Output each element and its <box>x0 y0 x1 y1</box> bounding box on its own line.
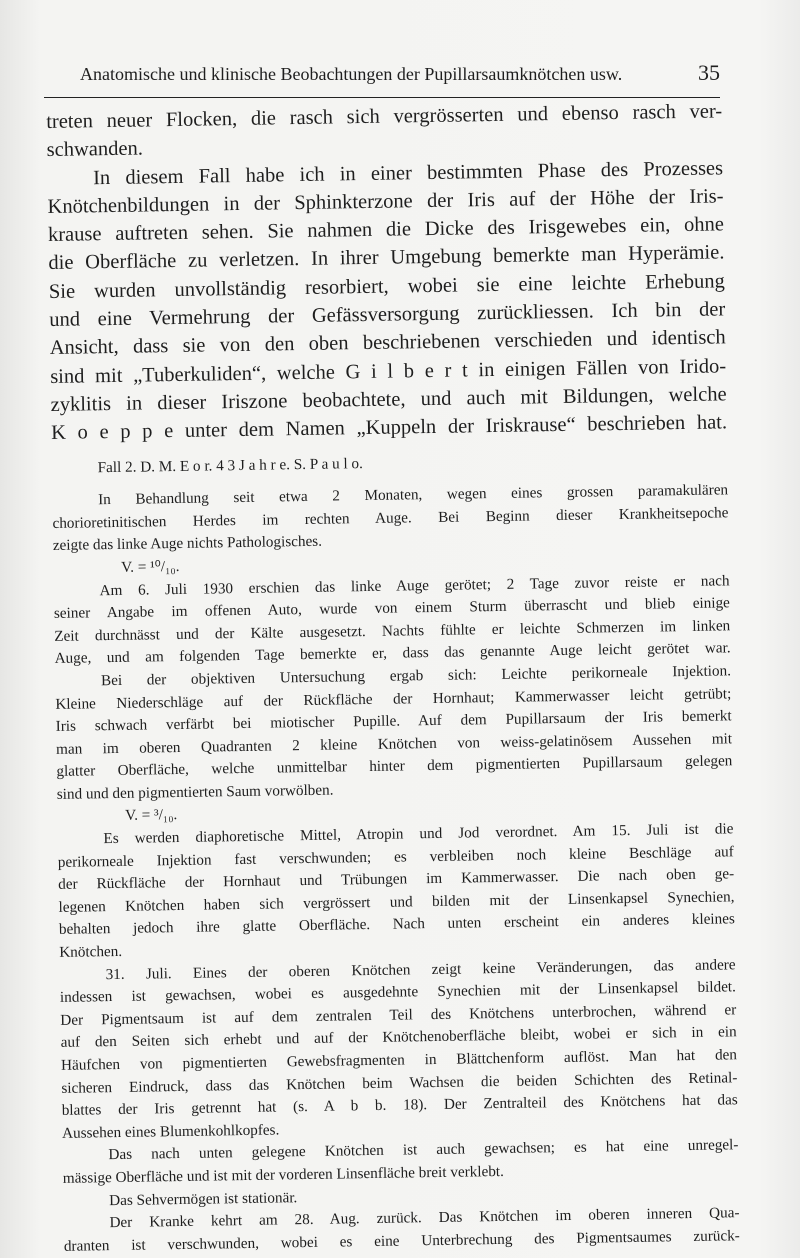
text-line: sicheren Eindruck, dass das Knötchen beim Wachsen die beiden Schichten des Retinal- <box>61 1068 738 1097</box>
text-line: In diesem Fall habe ich in einer bestimmten Phase des Prozesses <box>92 156 724 189</box>
page-number: 35 <box>698 60 720 85</box>
text-line: sind mit „Tuberkuliden“, welche G i l b e r t in einigen Fällen von Irido- <box>50 355 727 388</box>
text-line: man im oberen Quadranten 2 kleine Knötchen von weiss-gelatinösem Aussehen mit <box>55 729 733 758</box>
text-line: Knötchenbildungen in der Sphinkterzone der Iris auf der Höhe der Iris- <box>47 185 724 218</box>
text-line: indessen ist gewachsen, wobei es ausgedehnte Synechien mit der Linsenkapsel bildet. <box>59 978 737 1007</box>
text-line: die Oberfläche zu verletzen. In ihrer Umgebung bemerkte man Hyperämie. <box>48 241 725 275</box>
text-line: K o e p p e unter dem Namen „Kuppeln der Iriskrause“ beschrieben hat. <box>50 411 728 445</box>
text-line: Das Sehvermögen ist stationär. <box>109 1188 298 1209</box>
running-title: Anatomische und klinische Beobachtungen der Pupillarsaumknötchen usw. <box>80 64 623 84</box>
text-line: Iris schwach verfärbt bei miotischer Pupille. Auf dem Pupillarsaum der Iris bemerkt <box>55 707 732 736</box>
text-line: perikorneale Injektion fast verschwunden; es verbleiben noch kleine Beschläge auf <box>57 842 734 871</box>
visual-acuity: V. = ³/₁₀. <box>124 806 178 825</box>
text-line: Das nach unten gelegene Knötchen ist auch gewachsen; es hat eine unregel- <box>108 1136 739 1164</box>
text-line: behalten jedoch ihre glatte Oberfläche. Nach unten erscheint ein anderes kleines <box>58 910 735 939</box>
text-line: seiner Angabe im offenen Auto, wurde von einem Sturm überrascht und blieb einige <box>53 594 730 623</box>
text-line: Zeit durchnässt und der Kälte ausgesetzt. Nachts fühlte er leichte Schmerzen im linken <box>54 617 731 645</box>
text-line: krause auftreten sehen. Sie nahmen die Dicke des Irisgewebes ein, ohne <box>47 213 725 247</box>
text-line: Es werden diaphoretische Mittel, Atropin und Jod verordnet. Am 15. Juli ist die <box>103 820 734 848</box>
text-line: sind und den pigmentierten Saum vorwölben. <box>56 781 334 803</box>
text-line: zyklitis in dieser Iriszone beobachtete, und auch mit Bildungen, welche <box>50 383 727 416</box>
text-line: In Behandlung seit etwa 2 Monaten, wegen eines grossen paramakulären <box>98 481 729 509</box>
text-line: Ansicht, dass sie von den oben beschriebenen verschieden und identisch <box>49 326 726 360</box>
text-line: Bei der objektiven Untersuchung ergab sich: Leichte perikorneale Injektion. <box>100 662 732 690</box>
text-line: und eine Vermehrung der Gefässversorgung zurückliessen. Ich bin der <box>49 298 726 332</box>
text-line: zeigte das linke Auge nichts Pathologisches. <box>52 533 323 555</box>
page-body <box>46 97 740 1258</box>
text-line: Sie wurden unvollständig resorbiert, wobei sie eine leichte Erhebung <box>48 270 725 303</box>
text-line: Der Kranke kehrt am 28. Aug. zurück. Das Knötchen im oberen inneren Qua- <box>109 1204 740 1232</box>
case-heading: Fall 2. D. M. E o r. 4 3 J a h r e. S. P a u l o. <box>97 454 363 476</box>
text-line: auf den Seiten sich erhebt und auf der Knötchenoberfläche bleibt, wobei er sich in ein <box>60 1023 737 1052</box>
text-line: chorioretinitischen Herdes im rechten Auge. Bei Beginn dieser Krankheitsepoche <box>52 504 729 532</box>
text-line: Aussehen eines Blumenkohlkopfes. <box>61 1121 280 1142</box>
text-line: Der Pigmentsaum ist auf dem zentralen Teil des Knötchens unterbrochen, während er <box>60 1001 737 1029</box>
text-line: glatter Oberfläche, welche unmittelbar hinter dem pigmentierten Pupillarsaum gelegen <box>56 752 733 781</box>
text-line: mässige Oberfläche und ist mit der vorderen Linsenfläche breit verklebt. <box>62 1162 505 1187</box>
text-line: der Rückfläche der Hornhaut und Trübungen im Kammerwasser. Die nach oben ge- <box>58 865 735 894</box>
visual-acuity: V. = ¹⁰/₁₀. <box>121 557 180 576</box>
text-line: Knötchen. <box>59 942 123 961</box>
text-line: 31. Juli. Eines der oberen Knötchen zeigt keine Veränderungen, das andere <box>105 955 736 983</box>
text-line: legenen Knötchen haben sich vergrössert und bilden mit der Linsenkapsel Synechien, <box>58 888 735 916</box>
text-line: treten neuer Flocken, die rasch sich vergrösserten und ebenso rasch ver- <box>46 100 723 133</box>
text-line: dranten ist verschwunden, wobei es eine Unterbrechung des Pigmentsaumes zurück- <box>63 1226 740 1255</box>
text-line: blattes der Iris getrennt hat (s. A b b. 18). Der Zentralteil des Knötchens hat das <box>61 1091 738 1120</box>
text-line: Auge, und am folgenden Tage bemerkte er, dass das genannte Auge leicht gerötet war. <box>54 639 731 668</box>
text-line: Am 6. Juli 1930 erschien das linke Auge gerötet; 2 Tage zuvor reiste er nach <box>99 571 730 599</box>
running-header <box>80 60 720 90</box>
text-line: Kleine Niederschläge auf der Rückfläche der Hornhaut; Kammerwasser leicht getrübt; <box>55 684 732 713</box>
text-line: Häufchen von pigmentierten Gewebsfragmenten in Blättchenform auflöst. Man hat den <box>60 1046 738 1074</box>
text-line: schwanden. <box>46 137 144 162</box>
header-rule <box>44 97 720 98</box>
